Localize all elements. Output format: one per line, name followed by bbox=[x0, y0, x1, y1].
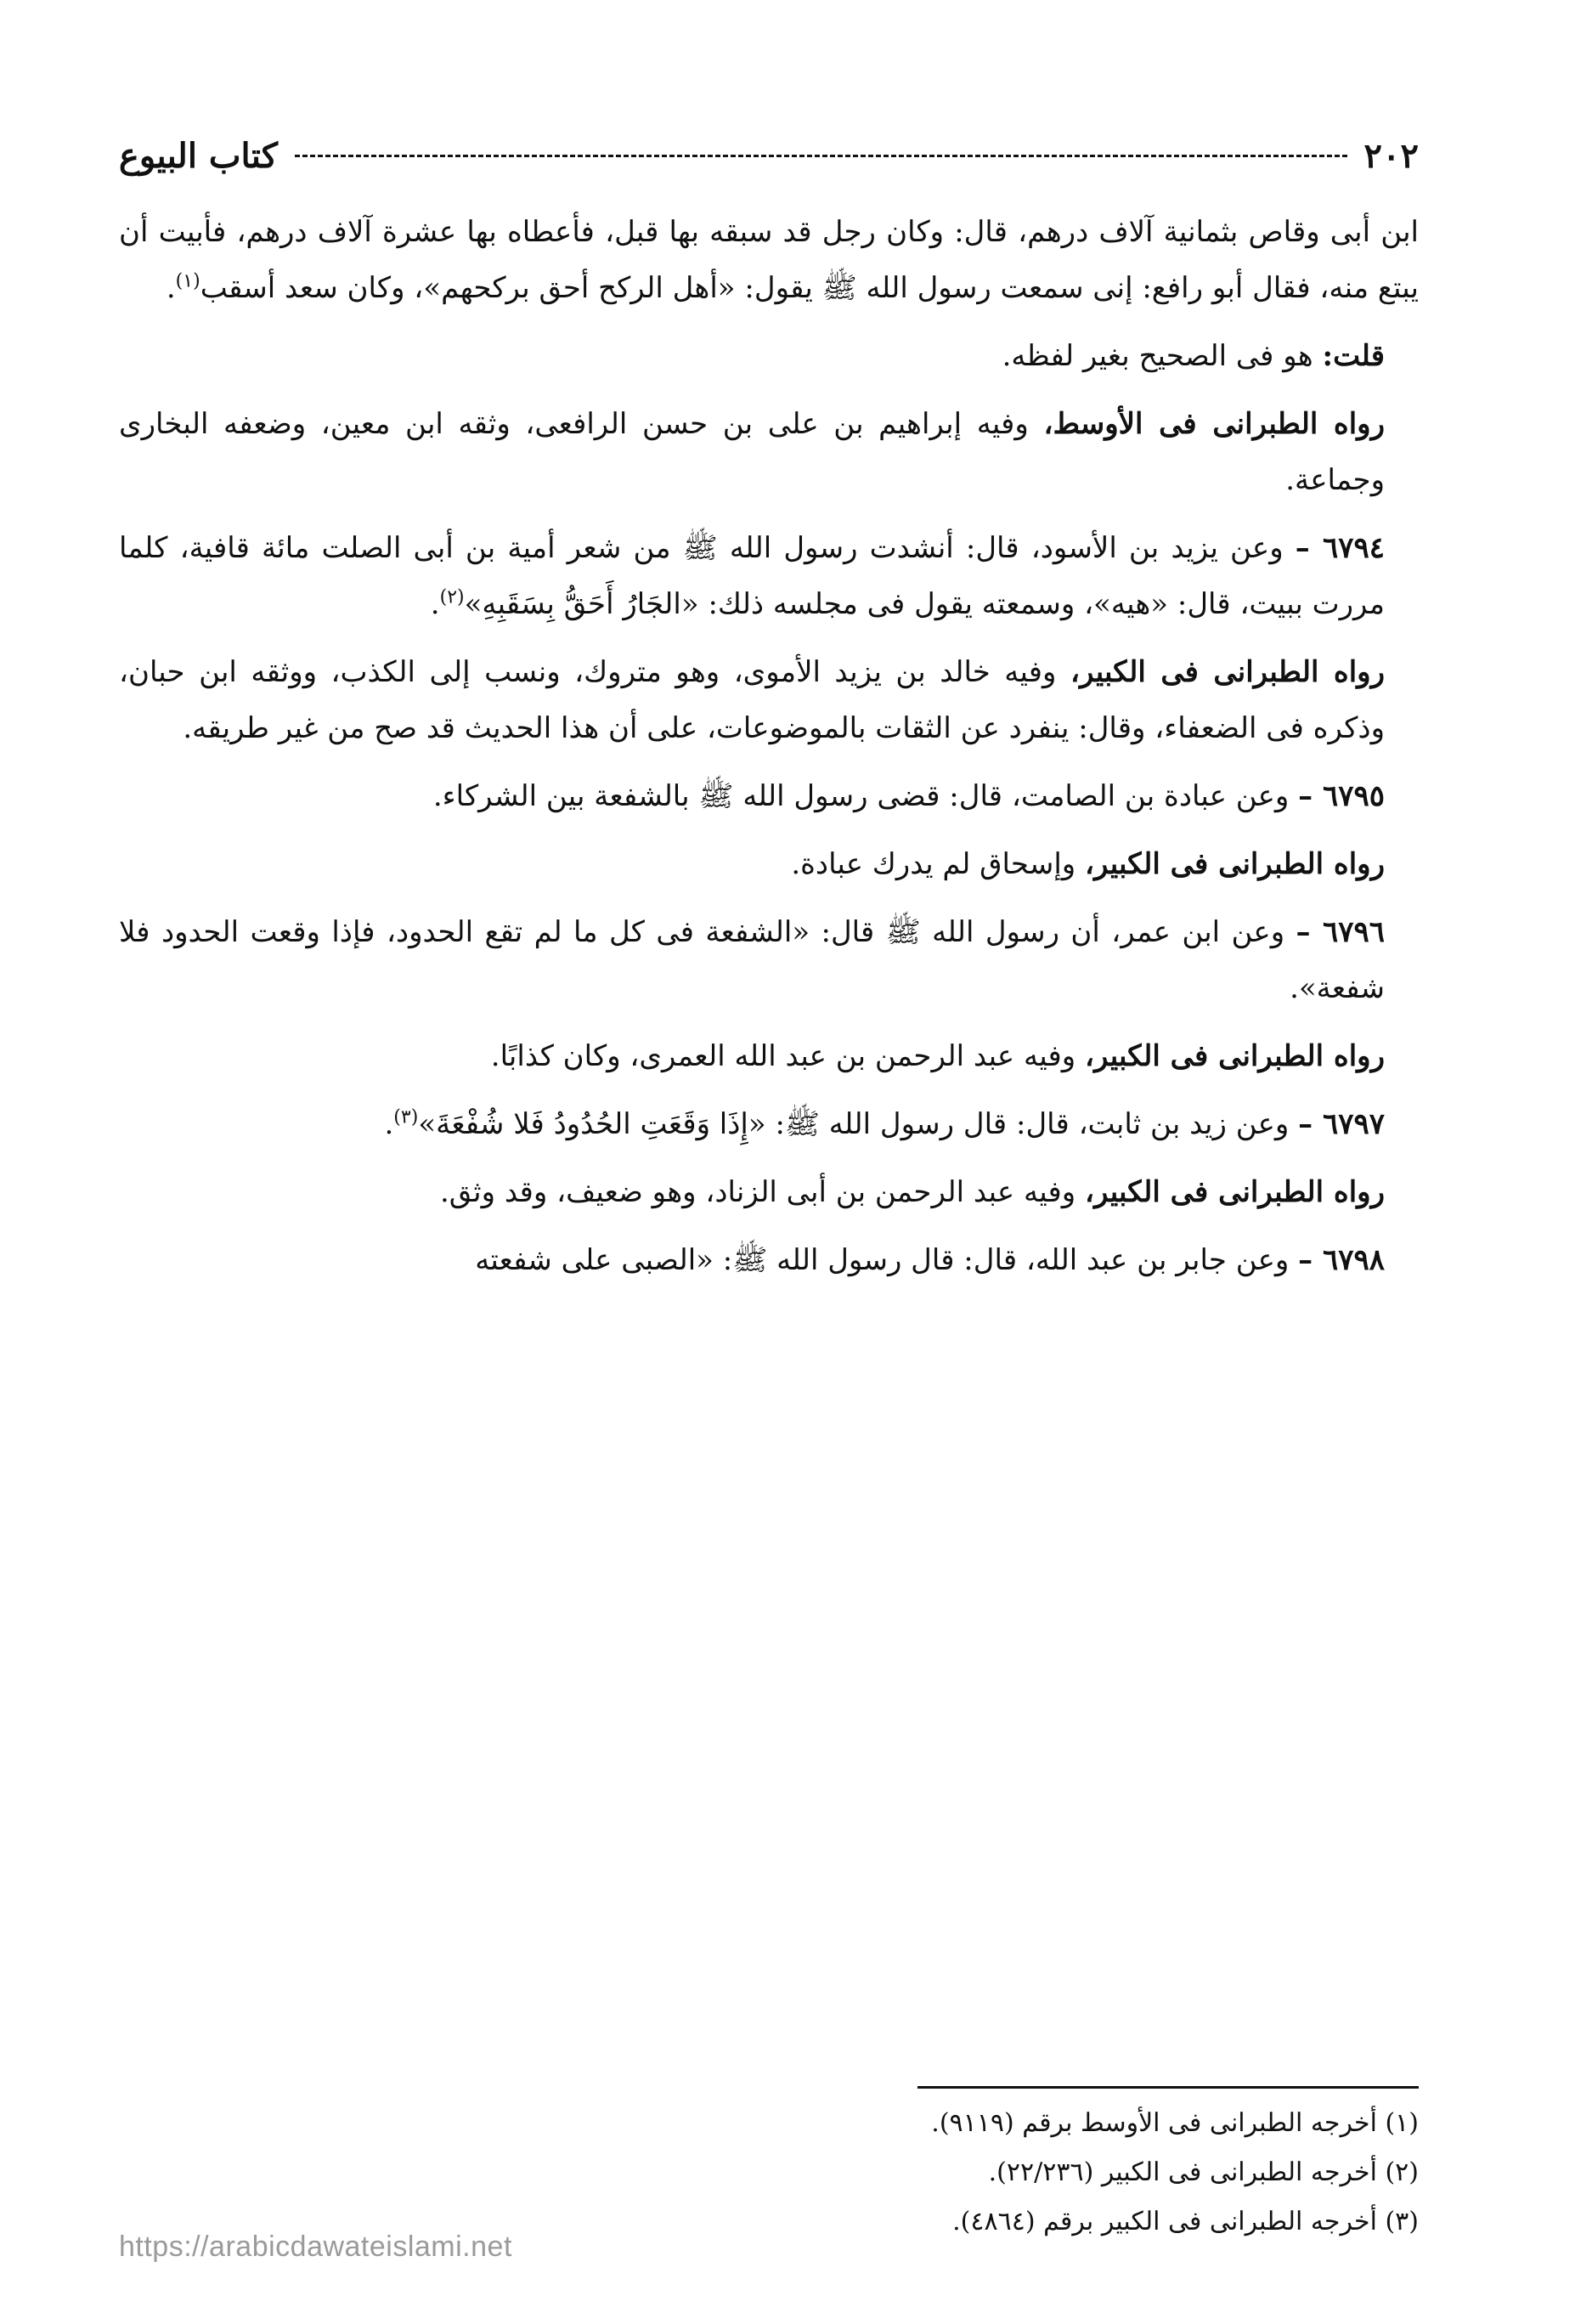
paragraph-text: وإسحاق لم يدرك عبادة. bbox=[791, 847, 1085, 881]
hadith-number: ٦٧٩٥ – bbox=[1298, 779, 1385, 813]
book-title: كتاب البيوع bbox=[119, 135, 278, 176]
paragraph-text: وعن جابر بن عبد الله، قال: قال رسول الله ﷺ: «الصبى على شفعته bbox=[475, 1243, 1299, 1277]
paragraph-text: وعن عبادة بن الصامت، قال: قضى رسول الله ﷺ بالشفعة بين الشركاء. bbox=[432, 779, 1299, 813]
paragraph bbox=[119, 328, 1419, 384]
paragraph bbox=[119, 836, 1419, 892]
paragraph bbox=[119, 1028, 1419, 1084]
paragraph-end: . bbox=[384, 1107, 394, 1141]
paragraph-lead: رواه الطبرانى فى الأوسط، bbox=[1043, 407, 1386, 441]
footnote: (٣) أخرجه الطبرانى فى الكبير برقم (٤٨٦٤). bbox=[952, 2207, 1419, 2236]
paragraph-text: هو فى الصحيح بغير لفظه. bbox=[1002, 339, 1323, 373]
footnote-divider bbox=[917, 2086, 1419, 2089]
paragraph bbox=[119, 644, 1419, 756]
watermark-url: https://arabicdawateislami.net bbox=[119, 2231, 512, 2263]
footnote: (١) أخرجه الطبرانى فى الأوسط برقم (٩١١٩). bbox=[931, 2108, 1419, 2138]
paragraph bbox=[119, 396, 1419, 508]
paragraph-text: وفيه خالد بن يزيد الأموى، وهو متروك، ونسب إلى الكذب، ووثقه ابن حبان، وذكره فى الضعفاء، وقال: ينفرد عن الثقات بالموضوعات، على أن هذا الحديث قد صح من غير طريقه. bbox=[119, 655, 1385, 745]
footnote-marker: (٢) bbox=[439, 586, 465, 608]
hadith-number: ٦٧٩٨ – bbox=[1298, 1243, 1385, 1277]
hadith-number: ٦٧٩٧ – bbox=[1298, 1107, 1385, 1141]
paragraph-lead: رواه الطبرانى فى الكبير، bbox=[1085, 1039, 1385, 1073]
hadith-paragraph bbox=[119, 904, 1419, 1016]
paragraph-end: . bbox=[166, 271, 176, 305]
footnote: (٢) أخرجه الطبرانى فى الكبير (٢٢/٢٣٦). bbox=[988, 2157, 1419, 2187]
paragraph-text: وعن ابن عمر، أن رسول الله ﷺ قال: «الشفعة فى كل ما لم تقع الحدود، فإذا وقعت الحدود فلا شفعة». bbox=[119, 915, 1385, 1005]
header-dashes bbox=[295, 155, 1347, 157]
paragraph-text: وفيه إبراهيم بن على بن حسن الرافعى، وثقه ابن معين، وضعفه البخارى وجماعة. bbox=[119, 407, 1385, 497]
footnote-marker: (١) bbox=[175, 270, 200, 292]
hadith-paragraph bbox=[119, 520, 1419, 632]
paragraph-lead: رواه الطبرانى فى الكبير، bbox=[1070, 655, 1386, 689]
paragraph-text: وعن زيد بن ثابت، قال: قال رسول الله ﷺ: «إِذَا وَقَعَتِ الحُدُودُ فَلا شُفْعَةَ» bbox=[418, 1107, 1299, 1141]
paragraph-lead: رواه الطبرانى فى الكبير، bbox=[1085, 847, 1385, 881]
paragraph bbox=[119, 204, 1419, 316]
running-header bbox=[119, 126, 1419, 185]
page-body bbox=[119, 204, 1419, 1300]
book-page bbox=[119, 102, 1419, 2277]
paragraph-lead: رواه الطبرانى فى الكبير، bbox=[1085, 1175, 1385, 1209]
paragraph-text: ابن أبى وقاص بثمانية آلاف درهم، قال: وكان رجل قد سبقه بها قبل، فأعطاه بها عشرة آلاف درهم، فأبيت أن يبتع منه، فقال أبو رافع: إنى سمعت رسول الله ﷺ يقول: «أهل الركح أحق بركحهم»، وكان سعد أسقب bbox=[119, 215, 1419, 305]
footnotes bbox=[119, 2099, 1419, 2247]
paragraph-text: وعن يزيد بن الأسود، قال: أنشدت رسول الله ﷺ من شعر أمية بن أبى الصلت مائة قافية، كلما مررت ببيت، قال: «هيه»، وسمعته يقول فى مجلسه ذلك: «الجَارُ أَحَقُّ بِسَقَبِهِ» bbox=[119, 531, 1385, 621]
paragraph-end: . bbox=[430, 587, 440, 621]
page-number: ٢٠٢ bbox=[1363, 135, 1419, 176]
hadith-paragraph bbox=[119, 1232, 1419, 1288]
paragraph bbox=[119, 1164, 1419, 1220]
footnote-marker: (٣) bbox=[393, 1106, 419, 1128]
hadith-paragraph bbox=[119, 1096, 1419, 1152]
hadith-number: ٦٧٩٦ – bbox=[1296, 915, 1385, 949]
paragraph-text: وفيه عبد الرحمن بن عبد الله العمرى، وكان كذابًا. bbox=[490, 1039, 1085, 1073]
paragraph-text: وفيه عبد الرحمن بن أبى الزناد، وهو ضعيف، وقد وثق. bbox=[439, 1175, 1085, 1209]
hadith-paragraph bbox=[119, 768, 1419, 824]
hadith-number: ٦٧٩٤ – bbox=[1295, 531, 1385, 565]
paragraph-lead: قلت: bbox=[1322, 339, 1385, 373]
